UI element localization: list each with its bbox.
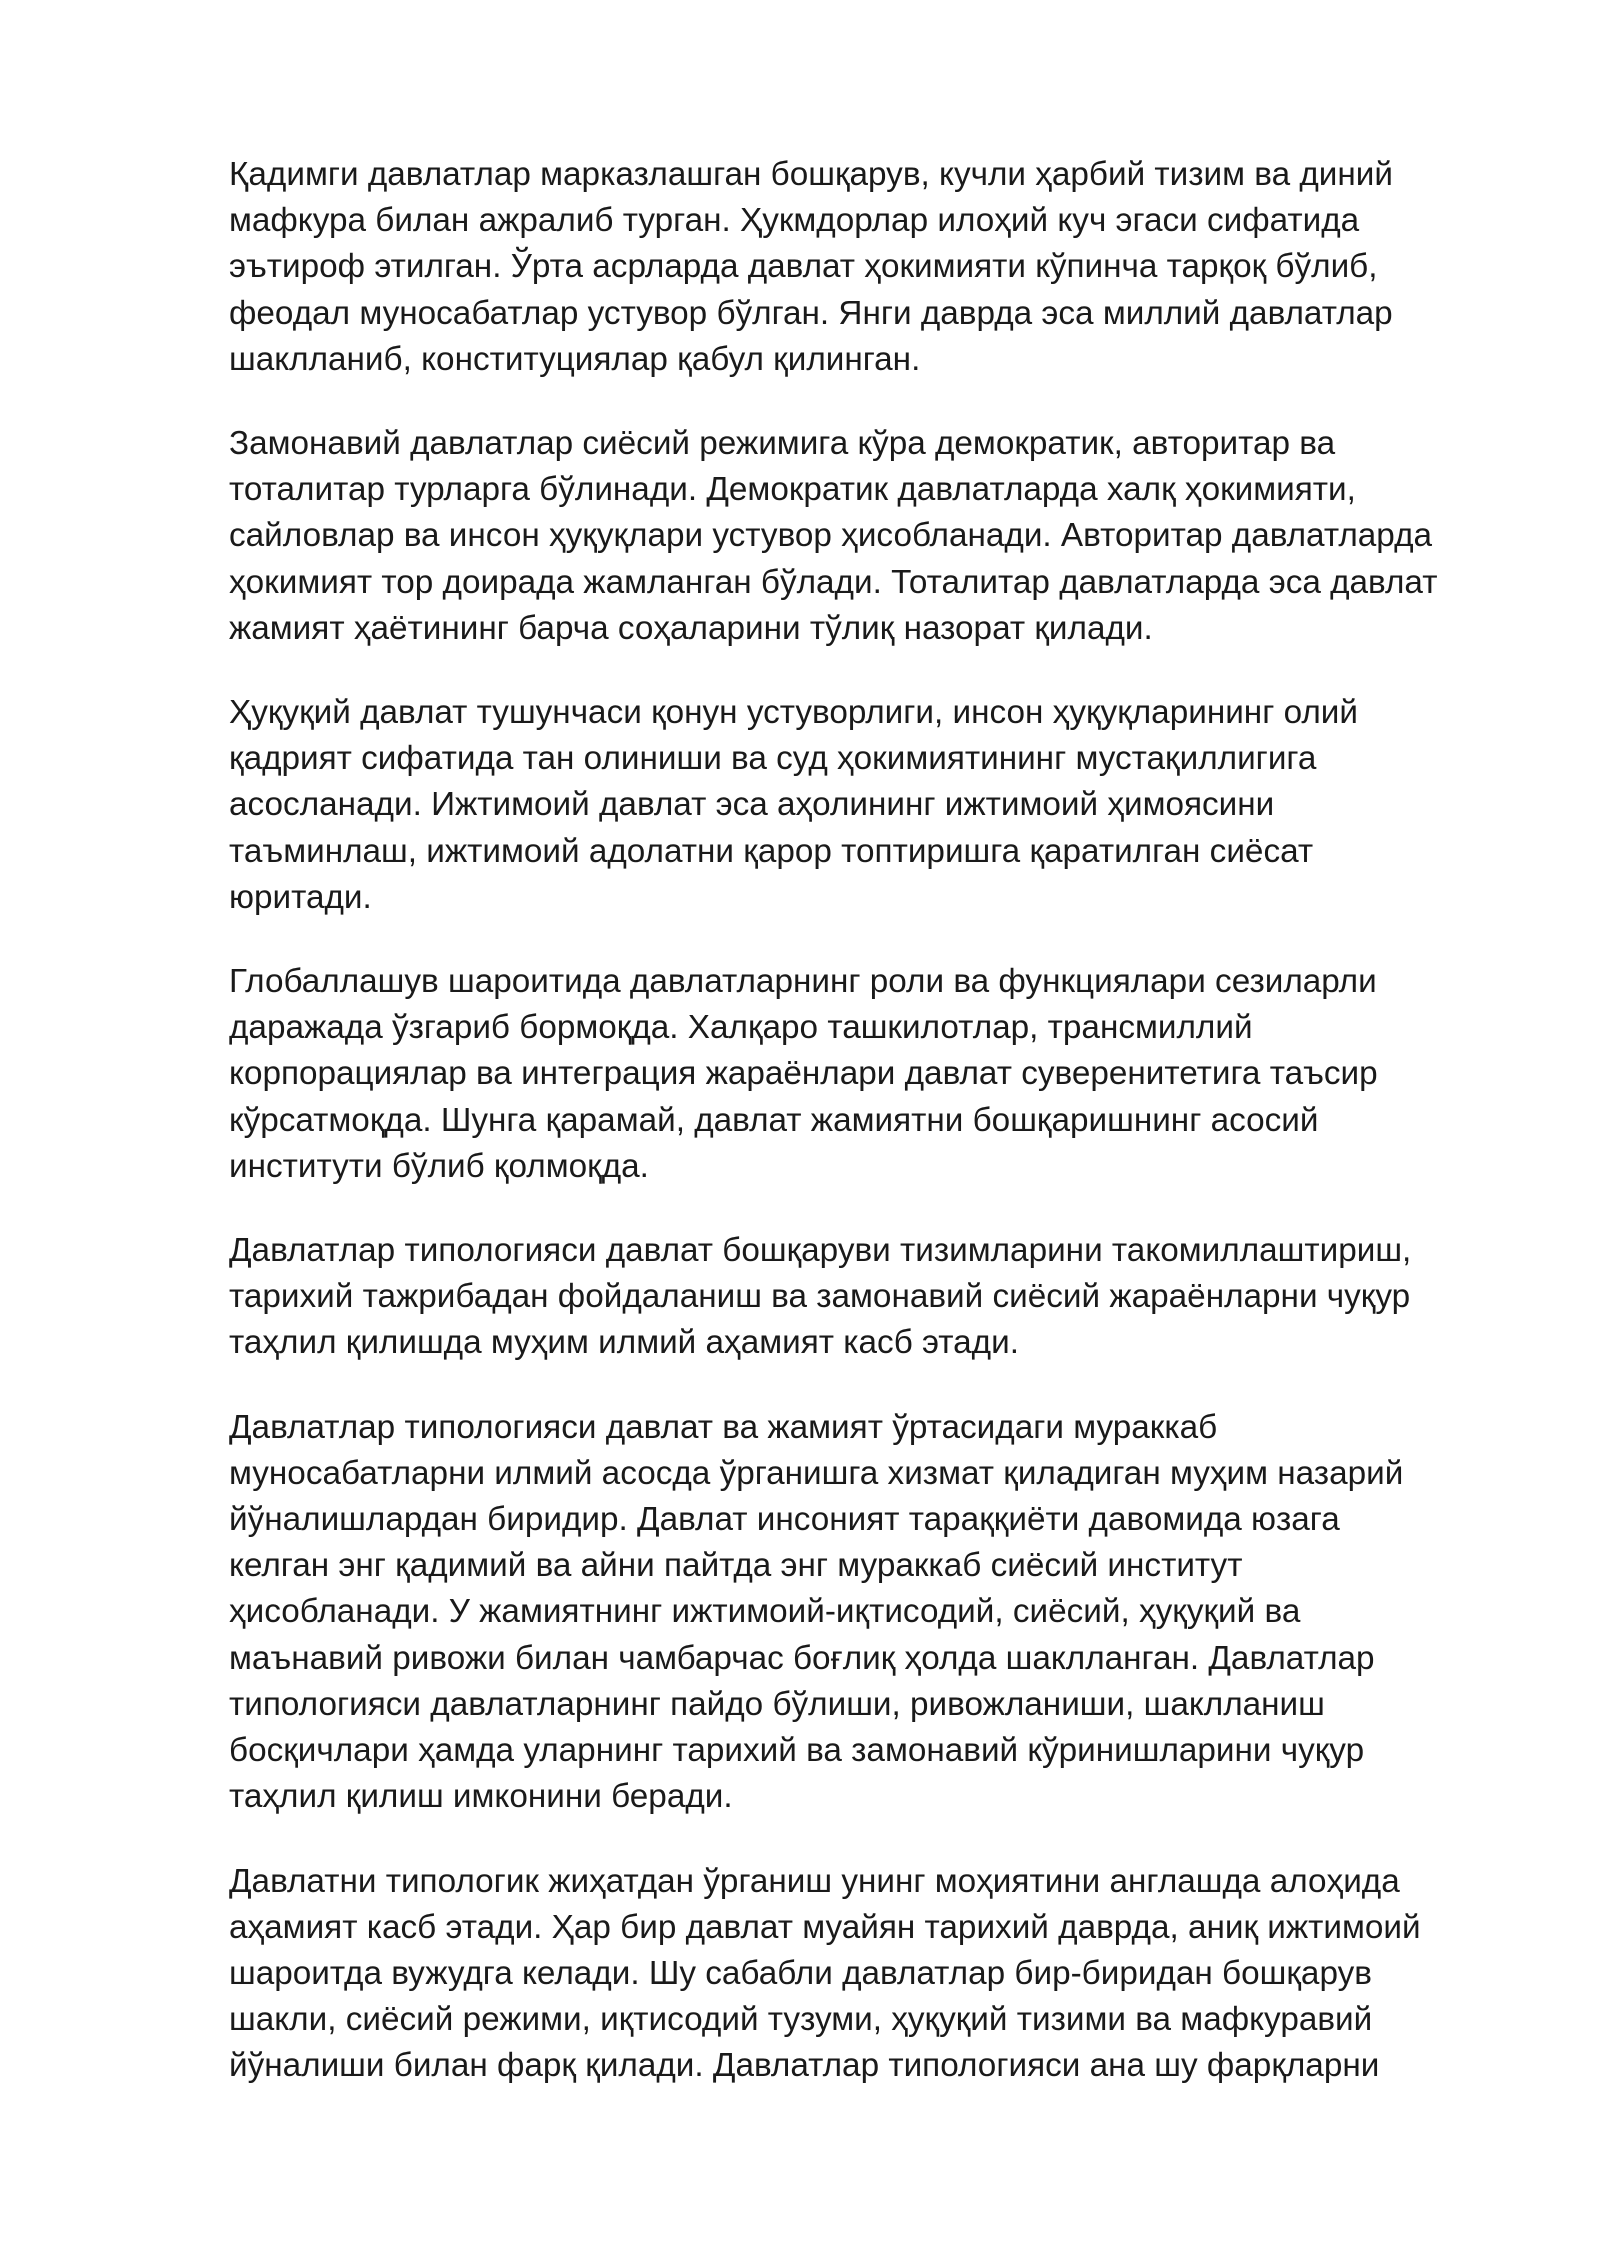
text-line: юритади.	[229, 878, 372, 916]
paragraph	[229, 690, 1475, 921]
text-line: ҳокимият тор доирада жамланган бўлади. Тоталитар давлатларда эса давлат	[229, 563, 1438, 601]
text-line: йўналиши билан фарқ қилади. Давлатлар типологияси ана шу фарқларни	[229, 2047, 1380, 2085]
text-line: даражада ўзгариб бормоқда. Халқаро ташкилотлар, трансмиллий	[229, 1009, 1253, 1047]
text-line: Глобаллашув шароитида давлатларнинг роли ва функциялари сезиларли	[229, 963, 1377, 1001]
text-line: маънавий ривожи билан чамбарчас боғлиқ ҳолда шаклланган. Давлатлар	[229, 1639, 1375, 1677]
text-line: Замонавий давлатлар сиёсий режимига кўра демократик, авторитар ва	[229, 425, 1336, 463]
text-line: таҳлил қилиш имконини беради.	[229, 1778, 733, 1816]
text-line: ҳисобланади. У жамиятнинг ижтимоий-иқтисодий, сиёсий, ҳуқуқий ва	[229, 1593, 1301, 1631]
text-line: Қадимги давлатлар марказлашган бошқарув, кучли ҳарбий тизим ва диний	[229, 156, 1393, 193]
text-line: тоталитар турларга бўлинади. Демократик давлатларда халқ ҳокимияти,	[229, 471, 1356, 509]
text-line: муносабатларни илмий асосда ўрганишга хизмат қиладиган муҳим назарий	[229, 1454, 1404, 1492]
text-line: йўналишлардан биридир. Давлат инсоният тараққиёти давомида юзага	[229, 1501, 1340, 1539]
paragraph	[229, 1228, 1475, 1367]
text-line: аҳамият касб этади. Ҳар бир давлат муайян тарихий даврда, аниқ ижтимоий	[229, 1908, 1421, 1946]
text-line: эътироф этилган. Ўрта асрларда давлат ҳокимияти кўпинча тарқоқ бўлиб,	[229, 248, 1378, 286]
text-line: босқичлари ҳамда уларнинг тарихий ва замонавий кўринишларини чуқур	[229, 1732, 1365, 1770]
text-line: қадрият сифатида тан олиниши ва суд ҳокимиятининг мустақиллигига	[229, 740, 1317, 778]
text-line: Давлатни типологик жиҳатдан ўрганиш унинг моҳиятини англашда алоҳида	[229, 1862, 1400, 1900]
text-line: мафкура билан ажралиб турган. Ҳукмдорлар илоҳий куч эгаси сифатида	[229, 202, 1360, 240]
text-line: таҳлил қилишда муҳим илмий аҳамият касб этади.	[229, 1324, 1019, 1362]
text-line: асосланади. Ижтимоий давлат эса аҳолининг ижтимоий ҳимоясини	[229, 786, 1275, 824]
text-line: Давлатлар типологияси давлат ва жамият ўртасидаги мураккаб	[229, 1408, 1218, 1446]
paragraph	[229, 152, 1475, 383]
paragraph	[229, 959, 1475, 1190]
text-line: корпорациялар ва интеграция жараёнлари давлат суверенитетига таъсир	[229, 1055, 1378, 1093]
paragraph	[229, 421, 1475, 652]
text-line: институти бўлиб қолмоқда.	[229, 1147, 649, 1185]
text-line: сайловлар ва инсон ҳуқуқлари устувор ҳисобланади. Авторитар давлатларда	[229, 517, 1433, 555]
text-line: Давлатлар типологияси давлат бошқаруви тизимларини такомиллаштириш,	[229, 1232, 1412, 1270]
text-line: кўрсатмоқда. Шунга қарамай, давлат жамиятни бошқаришнинг асосий	[229, 1101, 1319, 1139]
text-line: шароитда вужудга келади. Шу сабабли давлатлар бир-биридан бошқарув	[229, 1954, 1372, 1992]
text-line: келган энг қадимий ва айни пайтда энг мураккаб сиёсий институт	[229, 1547, 1243, 1585]
text-line: шакли, сиёсий режими, иқтисодий тузуми, ҳуқуқий тизими ва мафкуравий	[229, 2001, 1373, 2039]
text-line: жамият ҳаётининг барча соҳаларини тўлиқ назорат қилади.	[229, 609, 1153, 647]
text-line: таъминлаш, ижтимоий адолатни қарор топтиришга қаратилган сиёсат	[229, 832, 1314, 870]
paragraph	[229, 1859, 1475, 2090]
text-line: тарихий тажрибадан фойдаланиш ва замонавий сиёсий жараёнларни чуқур	[229, 1278, 1411, 1316]
text-line: типологияси давлатларнинг пайдо бўлиши, ривожланиши, шаклланиш	[229, 1685, 1325, 1723]
text-line: Ҳуқуқий давлат тушунчаси қонун устуворлиги, инсон ҳуқуқларининг олий	[229, 694, 1359, 732]
paragraph	[229, 1405, 1475, 1821]
text-line: шаклланиб, конституциялар қабул қилинган.	[229, 340, 921, 378]
text-line: феодал муносабатлар устувор бўлган. Янги даврда эса миллий давлатлар	[229, 294, 1393, 332]
document-body	[229, 152, 1475, 2128]
